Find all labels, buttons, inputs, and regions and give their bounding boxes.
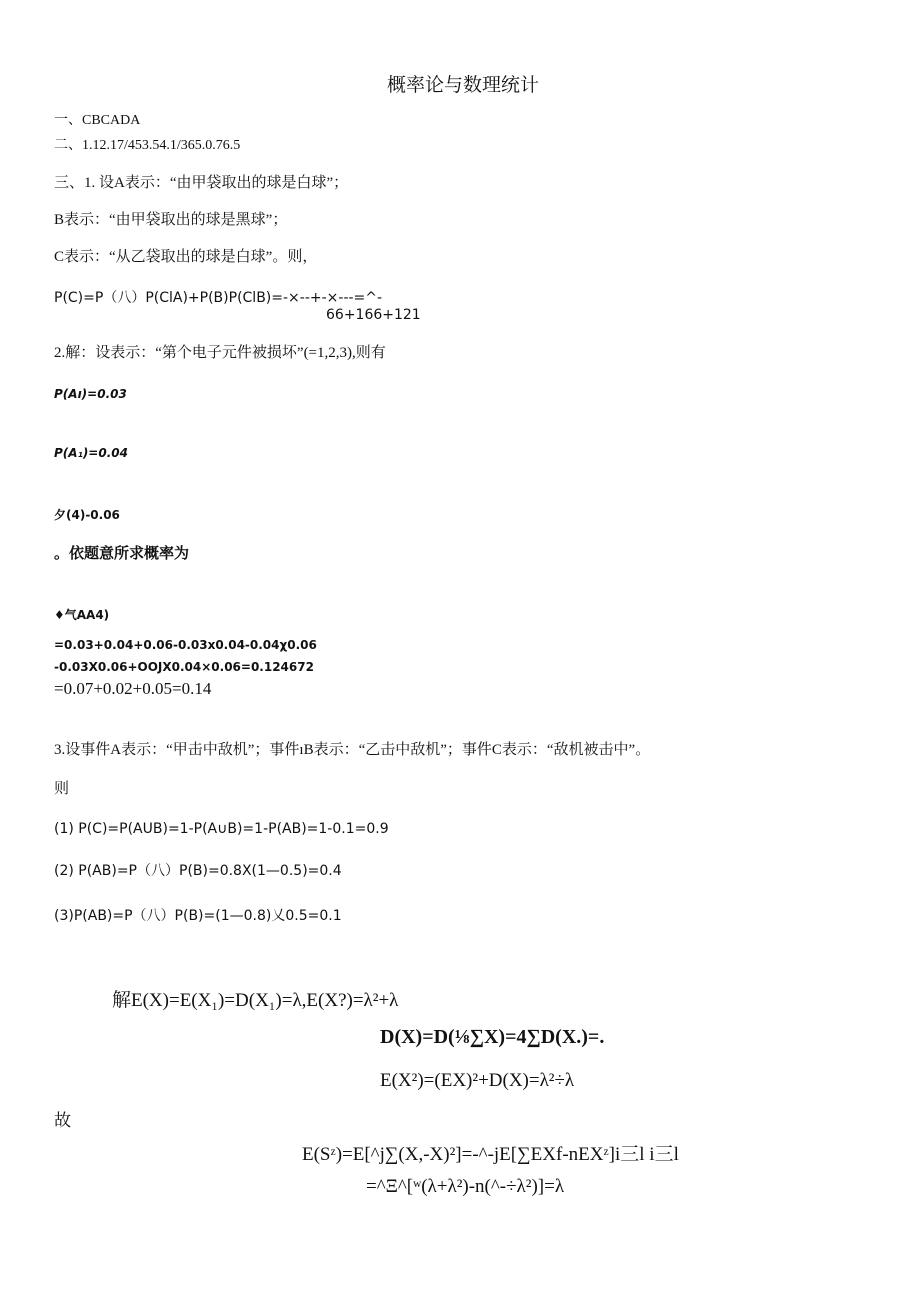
q4-line-3: E(X²)=(EX)²+D(X)=λ²÷λ [380, 1070, 575, 1091]
q2-expression: ♦气AA4) [54, 608, 110, 622]
q4-line-1: 解E(X)=E(X₁)=D(X₁)=λ,E(X?)=λ²+λ [112, 990, 399, 1011]
q2-intro: 2.解：设表示：“第个电子元件被损坏”(=1,2,3),则有 [54, 345, 386, 361]
q1-b-definition: B表示：“由甲袋取出的球是黑球”； [54, 212, 288, 228]
q1-intro: 三、1. 设A表示：“由甲袋取出的球是白球”； [54, 175, 349, 191]
q3-part-1: (1) P(C)=P(AUB)=1-P(A∪B)=1-P(AB)=1-0.1=0.9 [54, 821, 389, 837]
section-1-answers: 一、CBCADA [54, 113, 141, 128]
q4-line-4: E(Sᶻ)=E[^j∑(X,-X)²]=-^-jE[∑EXf-nEXᶻ]i三l i三l [302, 1144, 679, 1165]
q2-p-a2: P(A₁)=0.04 [54, 446, 128, 460]
q3-then: 则 [54, 781, 70, 797]
q1-formula: P(C)=P（八）P(ClA)+P(B)P(ClB)=-×--+-×---=^- [54, 290, 383, 306]
q4-line-5: =^Ξ^[ʷ(λ+λ²)-n(^-÷λ²)]=λ [366, 1176, 565, 1197]
q2-line-1: =0.03+0.04+0.06-0.03x0.04-0.04χ0.06 [54, 638, 317, 652]
q3-part-2: (2) P(AB)=P（八）P(B)=0.8X(1—0.5)=0.4 [54, 863, 342, 879]
q1-c-definition: C表示：“从乙袋取出的球是白球”。则， [54, 249, 318, 265]
q2-line-2: -0.03X0.06+OOJX0.04×0.06=0.124672 [54, 660, 314, 674]
q4-therefore: 故 [54, 1111, 71, 1131]
q3-intro: 3.设事件A表示：“甲击中敌机”；事件ıB表示：“乙击中敌机”；事件C表示：“敌机被击中”。 [54, 742, 651, 758]
section-2-answers: 二、1.12.17/453.54.1/365.0.76.5 [54, 138, 241, 153]
q2-p-a3: 夕(4)-0.06 [54, 508, 120, 522]
q2-note: 。依题意所求概率为 [54, 544, 190, 562]
q4-line-2: D(X)=D(⅛∑X)=4∑D(X.)=. [380, 1026, 605, 1048]
q2-p-a1: P(Aı)=0.03 [54, 387, 127, 401]
q3-part-3: (3)P(AB)=P（八）P(B)=(1—0.8)乂0.5=0.1 [54, 908, 342, 924]
page-title: 概率论与数理统计 [387, 74, 540, 96]
q2-line-3: =0.07+0.02+0.05=0.14 [54, 679, 212, 698]
q1-formula-denominators: 66+166+121 [326, 307, 421, 323]
